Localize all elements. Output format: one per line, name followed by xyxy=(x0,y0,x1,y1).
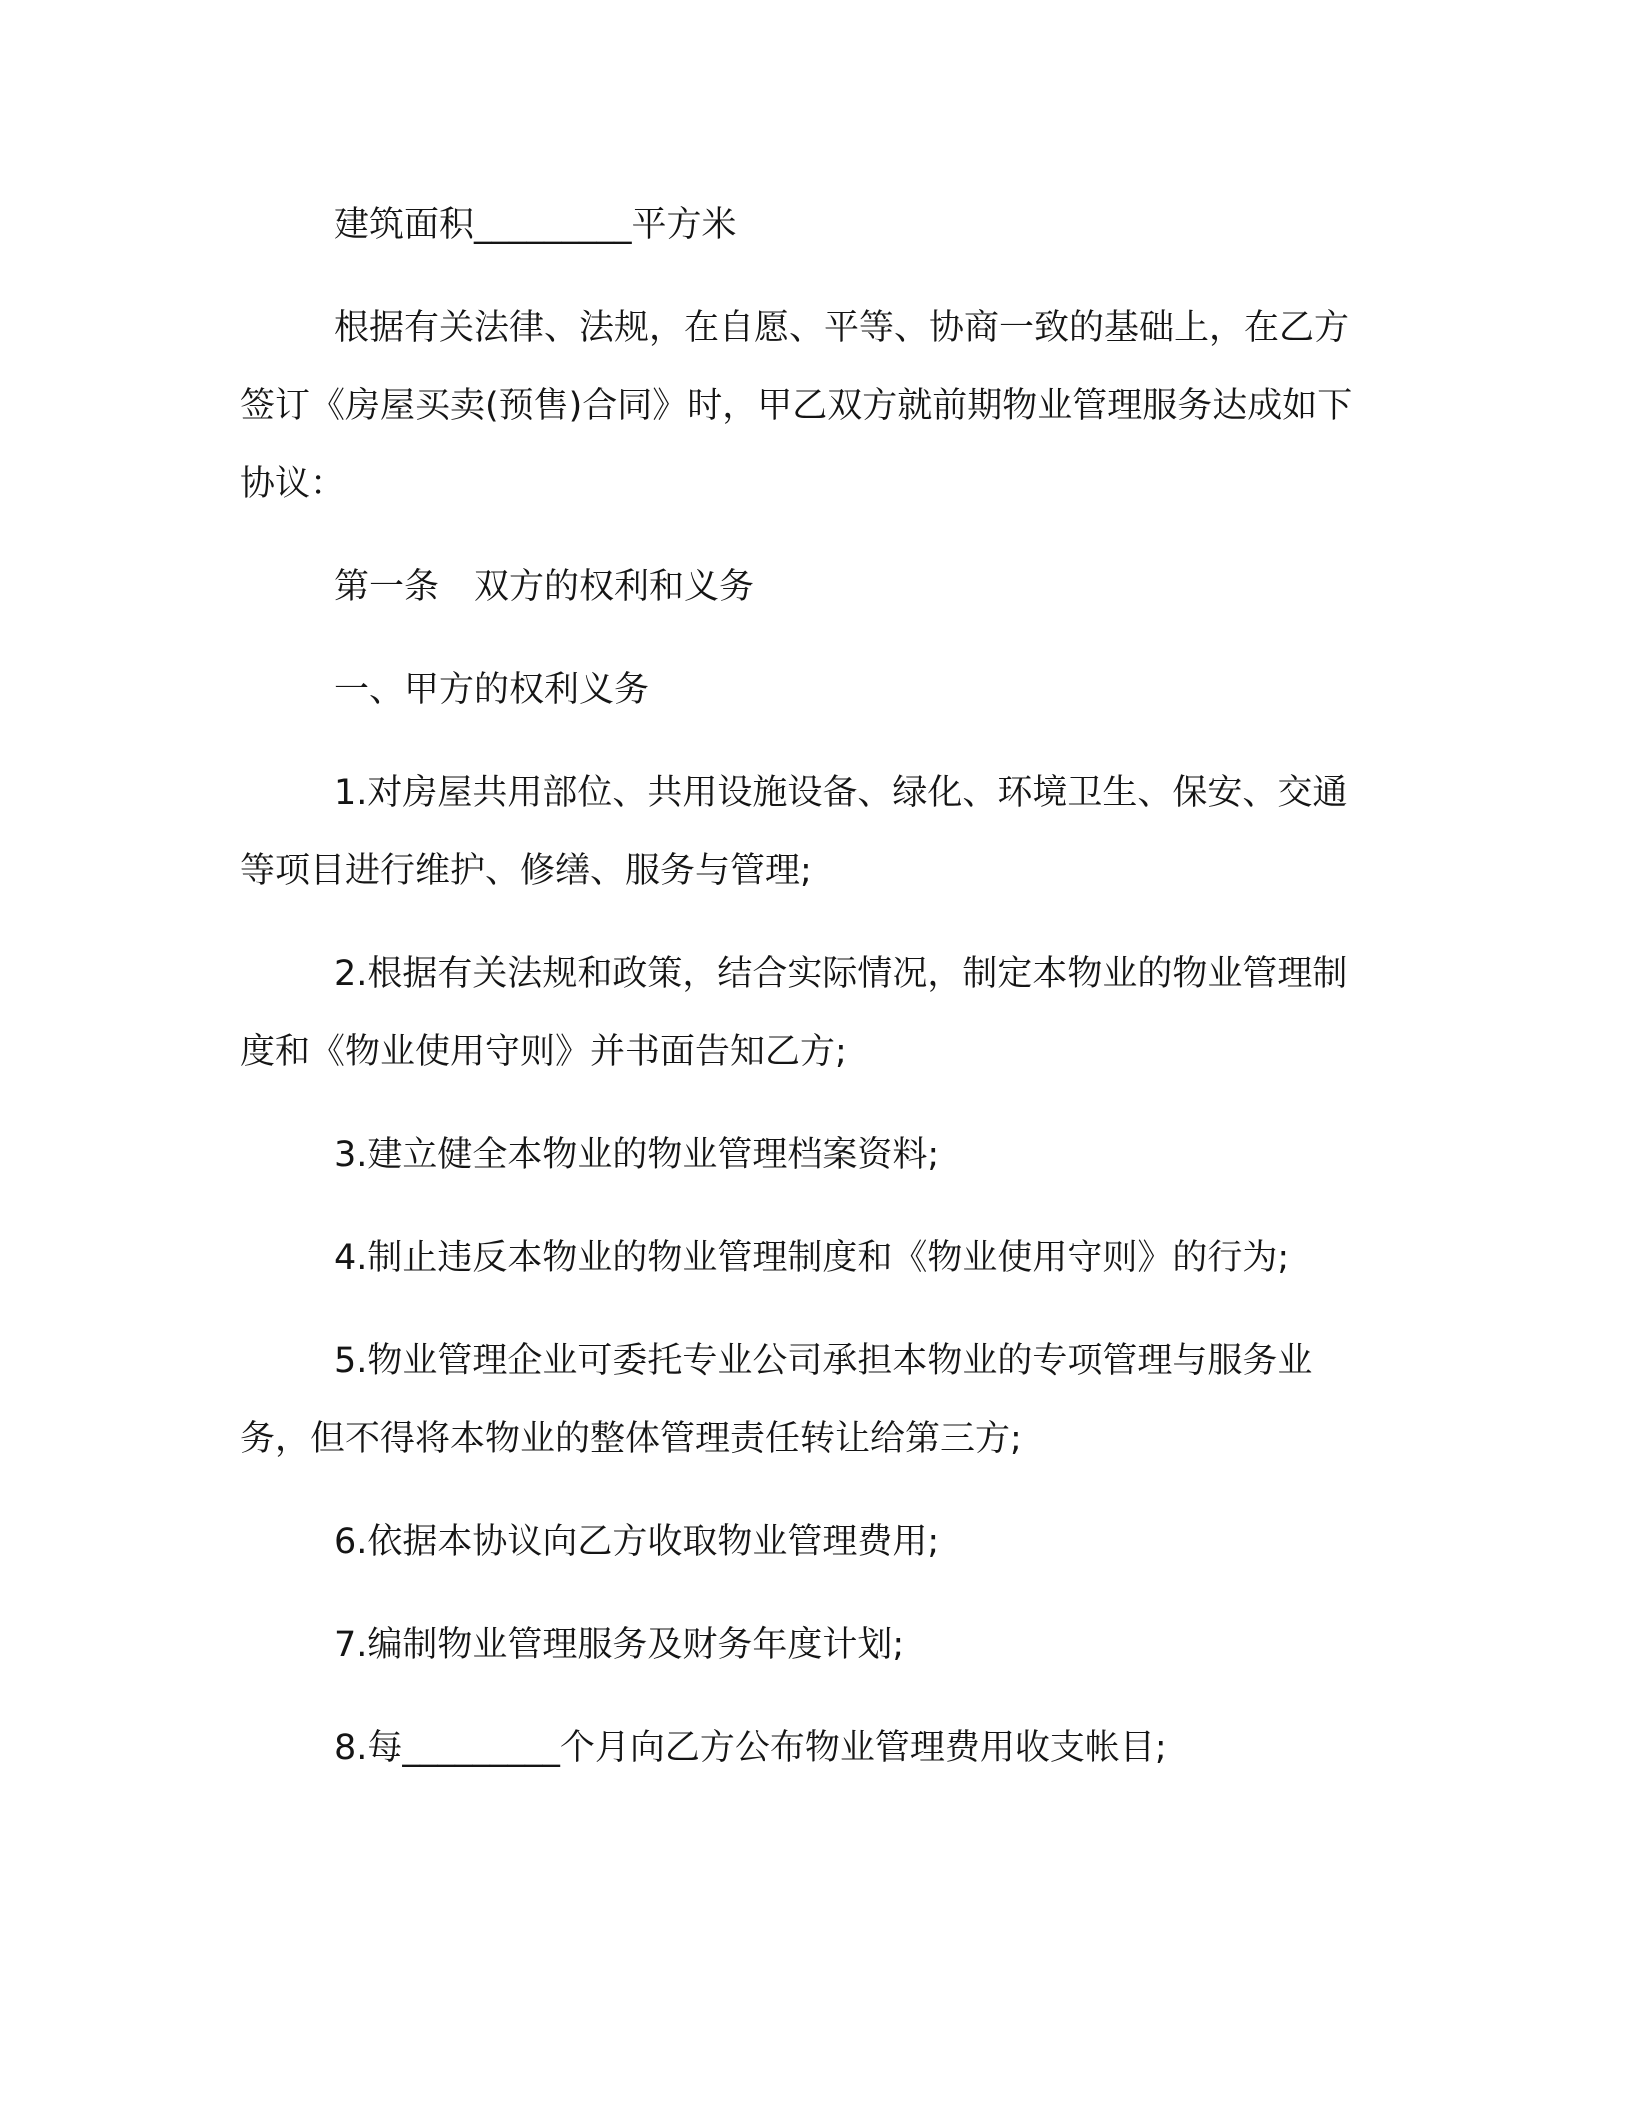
party-a-section-heading: 一、甲方的权利义务 xyxy=(334,670,650,710)
clause-3: 3.建立健全本物业的物业管理档案资料; xyxy=(334,1135,940,1175)
document-body xyxy=(240,186,1380,1812)
clause-5: 5.物业管理企业可委托专业公司承担本物业的专项管理与服务业务，但不得将本物业的整体管理责任转让给第三方; xyxy=(240,1341,1313,1459)
clause-7: 7.编制物业管理服务及财务年度计划; xyxy=(334,1625,905,1665)
building-area-line: 建筑面积_________平方米 xyxy=(334,205,737,245)
agreement-preamble: 根据有关法律、法规，在自愿、平等、协商一致的基础上，在乙方签订《房屋买卖(预售)合同》时，甲乙双方就前期物业管理服务达成如下协议： xyxy=(240,308,1353,504)
clause-4: 4.制止违反本物业的物业管理制度和《物业使用守则》的行为; xyxy=(334,1238,1290,1278)
clause-8: 8.每_________个月向乙方公布物业管理费用收支帐目; xyxy=(334,1728,1167,1768)
clause-2: 2.根据有关法规和政策，结合实际情况，制定本物业的物业管理制度和《物业使用守则》并书面告知乙方; xyxy=(240,954,1348,1072)
clause-6: 6.依据本协议向乙方收取物业管理费用; xyxy=(334,1522,940,1562)
clause-1: 1.对房屋共用部位、共用设施设备、绿化、环境卫生、保安、交通等项目进行维护、修缮、服务与管理; xyxy=(240,773,1348,891)
article-one-heading: 第一条 双方的权利和义务 xyxy=(334,567,755,607)
